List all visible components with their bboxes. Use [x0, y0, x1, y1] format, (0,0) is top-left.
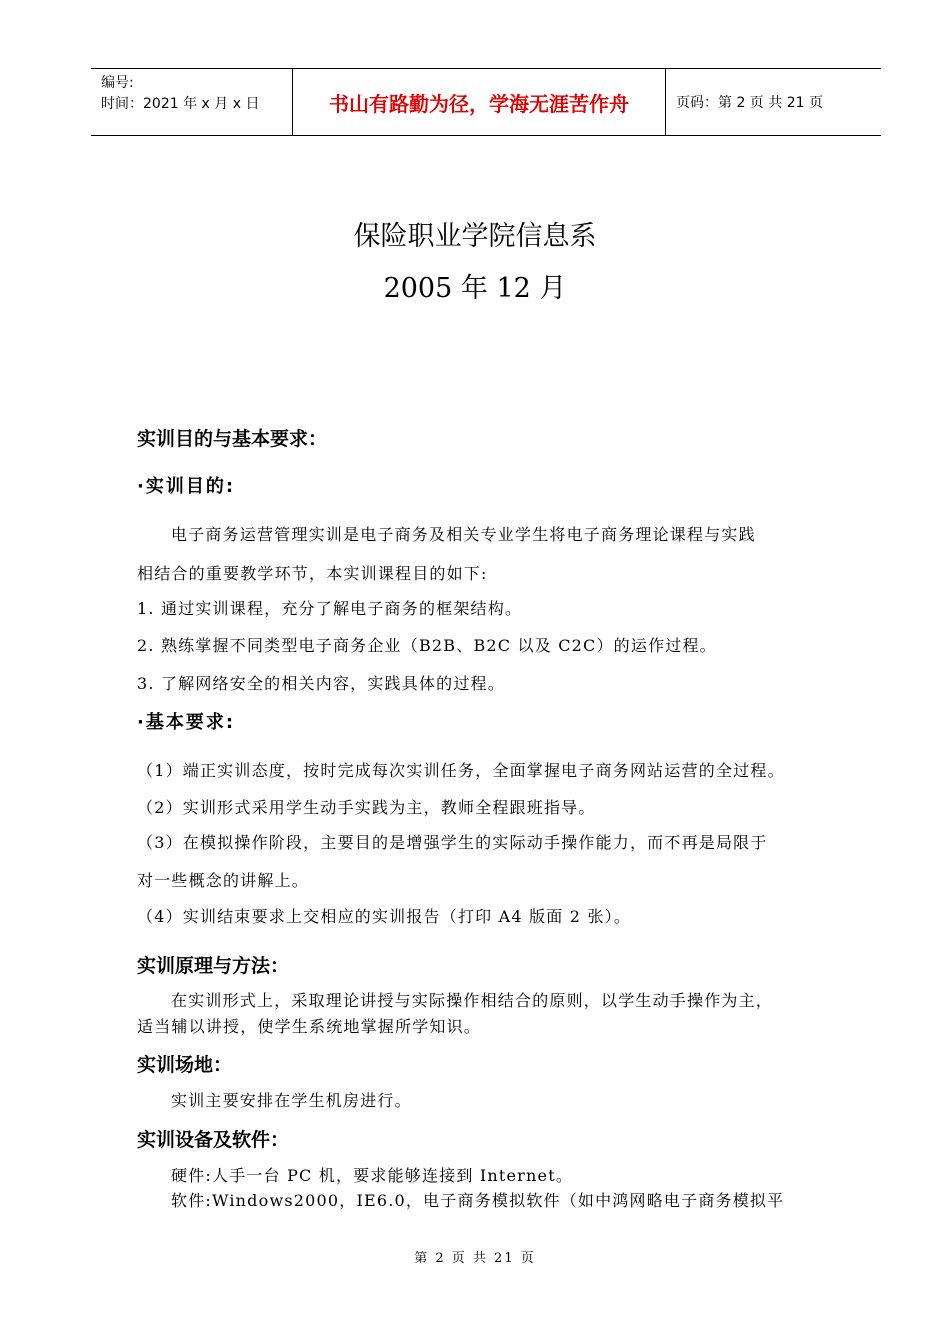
heading-goals: 实训目的与基本要求：	[137, 428, 328, 450]
subheading-goal: ·实训目的:	[137, 476, 236, 497]
goal-paragraph-line2: 相结合的重要教学环节，本实训课程目的如下:	[137, 564, 488, 583]
method-paragraph-line1: 在实训形式上，采取理论讲授与实际操作相结合的原则，以学生动手操作为主，	[171, 991, 774, 1010]
requirement-2: （2）实训形式采用学生动手实践为主，教师全程跟班指导。	[137, 798, 596, 817]
goal-item-3: 3. 了解网络安全的相关内容，实践具体的过程。	[137, 674, 505, 693]
header-motto: 书山有路勤为径，学海无涯苦作舟	[293, 69, 666, 135]
page-header	[91, 68, 881, 136]
site-paragraph: 实训主要安排在学生机房进行。	[171, 1091, 412, 1110]
page-footer: 第 2 页 共 21 页	[414, 1251, 536, 1266]
goal-item-2: 2. 熟练掌握不同类型电子商务企业（B2B、B2C 以及 C2C）的运作过程。	[137, 636, 717, 655]
header-page-info: 页码：第 2 页 共 21 页	[676, 95, 823, 111]
heading-method: 实训原理与方法：	[137, 955, 290, 977]
heading-site: 实训场地：	[137, 1054, 233, 1076]
subheading-requirements: ·基本要求:	[137, 712, 236, 733]
doc-title-institution: 保险职业学院信息系	[353, 221, 597, 252]
requirement-3-line1: （3）在模拟操作阶段，主要目的是增强学生的实际动手操作能力，而不再是局限于	[137, 833, 768, 852]
method-paragraph-line2: 适当辅以讲授，使学生系统地掌握所学知识。	[137, 1017, 482, 1036]
header-number: 编号:	[101, 75, 134, 91]
equipment-hardware: 硬件:人手一台 PC 机，要求能够连接到 Internet。	[171, 1166, 574, 1185]
equipment-software: 软件:Windows2000，IE6.0，电子商务模拟软件（如中鸿网略电子商务模拟平	[171, 1191, 785, 1210]
goal-item-1: 1. 通过实训课程，充分了解电子商务的框架结构。	[137, 599, 523, 618]
heading-equipment: 实训设备及软件：	[137, 1129, 290, 1151]
goal-paragraph-line1: 电子商务运营管理实训是电子商务及相关专业学生将电子商务理论课程与实践	[171, 525, 756, 544]
requirement-4: （4）实训结束要求上交相应的实训报告（打印 A4 版面 2 张）。	[137, 907, 632, 926]
header-meta	[91, 69, 293, 135]
requirement-3-line2: 对一些概念的讲解上。	[137, 871, 310, 890]
doc-title-date: 2005 年 12 月	[383, 273, 567, 304]
header-time: 时间：2021 年 x 月 x 日	[101, 96, 260, 112]
requirement-1: （1）端正实训态度，按时完成每次实训任务，全面掌握电子商务网站运营的全过程。	[137, 761, 785, 780]
